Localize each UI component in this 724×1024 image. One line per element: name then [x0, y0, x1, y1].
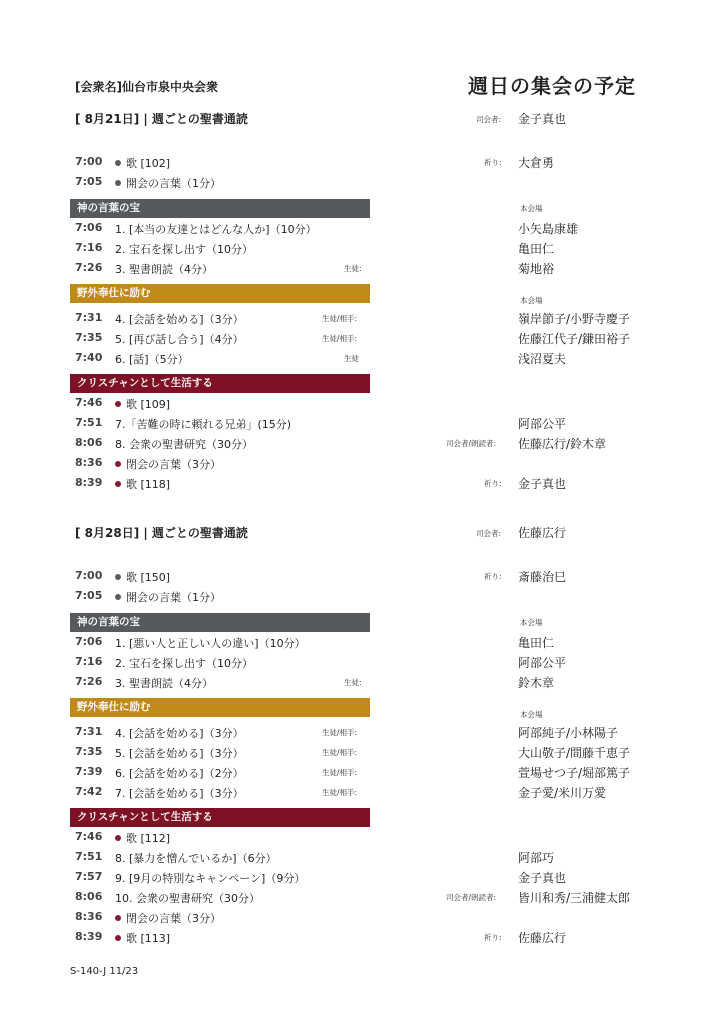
- schedule-row: [0, 152, 724, 172]
- row-part: [115, 436, 253, 452]
- row-part-text: 5. [再び話し合う]（4分）: [115, 333, 244, 346]
- row-part: [115, 930, 170, 946]
- row-time: 8:39: [75, 476, 103, 489]
- bullet-icon: [115, 935, 121, 941]
- row-role-label: 生徒/相手:: [322, 314, 358, 323]
- row-part-text: 5. [会話を始める]（3分）: [115, 747, 244, 760]
- row-assignee: 斎藤治巳: [518, 570, 567, 584]
- chairman-label: 司会者:: [476, 115, 502, 124]
- bullet-icon: [115, 180, 121, 186]
- schedule-row: [0, 433, 724, 453]
- row-time: 7:06: [75, 221, 103, 234]
- row-part-text: 9. [9月の特別なキャンペーン]（9分）: [115, 872, 306, 885]
- row-role-label: 生徒: [344, 354, 359, 363]
- hall-label: 本会場: [520, 618, 543, 627]
- row-part: [115, 569, 170, 585]
- row-assignee: 鈴木章: [518, 676, 555, 690]
- row-time: 8:36: [75, 456, 103, 469]
- schedule-row: [0, 847, 724, 867]
- row-role-label: 祈り:: [484, 933, 502, 942]
- row-time: 7:46: [75, 830, 103, 843]
- row-assignee: 佐藤広行: [518, 931, 567, 945]
- section-header: クリスチャンとして生活する: [70, 374, 370, 393]
- row-part: [115, 785, 244, 801]
- row-assignee: 阿部純子/小林陽子: [518, 726, 619, 740]
- schedule-row: [0, 586, 724, 606]
- chairman-label: 司会者:: [476, 529, 502, 538]
- row-time: 8:39: [75, 930, 103, 943]
- row-part: [115, 396, 170, 412]
- row-time: 7:05: [75, 175, 103, 188]
- row-assignee: 大倉勇: [518, 156, 555, 170]
- row-time: 7:05: [75, 589, 103, 602]
- section-header: 野外奉仕に励む: [70, 698, 370, 717]
- schedule-row: [0, 782, 724, 802]
- chairman-name: 佐藤広行: [518, 526, 567, 540]
- schedule-row: [0, 762, 724, 782]
- form-code: S-140-J 11/23: [70, 966, 139, 977]
- row-part-text: 2. 宝石を探し出す（10分）: [115, 243, 253, 256]
- schedule-row: [0, 722, 724, 742]
- schedule-row: [0, 348, 724, 368]
- row-part-text: 開会の言葉（1分）: [126, 591, 221, 604]
- row-part: [115, 725, 244, 741]
- row-time: 7:51: [75, 850, 103, 863]
- row-part: [115, 311, 244, 327]
- row-time: 7:31: [75, 725, 103, 738]
- row-assignee: 佐藤江代子/鎌田裕子: [518, 332, 631, 346]
- row-part-text: 歌 [113]: [126, 932, 171, 945]
- week-date-line: [ 8月21日] | 週ごとの聖書通読: [75, 112, 248, 126]
- row-part-text: 7. [会話を始める]（3分）: [115, 787, 244, 800]
- row-part: [115, 416, 291, 432]
- row-assignee: 佐藤広行/鈴木章: [518, 437, 607, 451]
- row-role-label: 生徒/相手:: [322, 334, 358, 343]
- row-part: [115, 830, 170, 846]
- row-part-text: 10. 会衆の聖書研究（30分）: [115, 892, 260, 905]
- row-part: [115, 655, 253, 671]
- row-part-text: 歌 [150]: [126, 571, 171, 584]
- schedule-row: [0, 887, 724, 907]
- bullet-icon: [115, 481, 121, 487]
- row-time: 7:46: [75, 396, 103, 409]
- row-part-text: 歌 [112]: [126, 832, 171, 845]
- schedule-row: [0, 453, 724, 473]
- schedule-row: [0, 742, 724, 762]
- row-part: [115, 331, 244, 347]
- bullet-icon: [115, 835, 121, 841]
- row-role-label: 生徒/相手:: [322, 728, 358, 737]
- section-header: 野外奉仕に励む: [70, 284, 370, 303]
- row-time: 7:57: [75, 870, 103, 883]
- row-role-label: 祈り:: [484, 479, 502, 488]
- congregation-name: [会衆名]仙台市泉中央会衆: [75, 80, 218, 94]
- row-part-text: 6. [話]（5分）: [115, 353, 189, 366]
- row-part-text: 4. [会話を始める]（3分）: [115, 727, 244, 740]
- page-title: 週日の集会の予定: [468, 74, 636, 98]
- row-part-text: 8. 会衆の聖書研究（30分）: [115, 438, 253, 451]
- row-part: [115, 635, 306, 651]
- row-part: [115, 456, 221, 472]
- row-time: 8:36: [75, 910, 103, 923]
- row-time: 7:42: [75, 785, 103, 798]
- row-part: [115, 675, 213, 691]
- schedule-row: [0, 393, 724, 413]
- row-time: 7:35: [75, 331, 103, 344]
- bullet-icon: [115, 160, 121, 166]
- row-time: 7:00: [75, 569, 103, 582]
- row-part: [115, 155, 170, 171]
- row-assignee: 阿部巧: [518, 851, 555, 865]
- row-role-label: 生徒/相手:: [322, 788, 358, 797]
- row-part: [115, 476, 170, 492]
- row-assignee: 菊地裕: [518, 262, 555, 276]
- row-assignee: 萱場せつ子/堀部篤子: [518, 766, 631, 780]
- row-time: 7:39: [75, 765, 103, 778]
- row-part-text: 1. [本当の友達とはどんな人か]（10分）: [115, 223, 317, 236]
- row-time: 7:16: [75, 655, 103, 668]
- row-part: [115, 351, 189, 367]
- schedule-row: [0, 672, 724, 692]
- schedule-row: [0, 566, 724, 586]
- schedule-row: [0, 413, 724, 433]
- row-part: [115, 850, 277, 866]
- row-part: [115, 765, 244, 781]
- bullet-icon: [115, 461, 121, 467]
- row-part-text: 歌 [102]: [126, 157, 171, 170]
- row-part-text: 歌 [118]: [126, 478, 171, 491]
- row-part-text: 閉会の言葉（3分）: [126, 912, 221, 925]
- row-role-label: 生徒/相手:: [322, 768, 358, 777]
- row-assignee: 金子愛/米川万愛: [518, 786, 607, 800]
- row-time: 7:16: [75, 241, 103, 254]
- row-role-label: 祈り:: [484, 158, 502, 167]
- row-part: [115, 910, 221, 926]
- row-part-text: 6. [会話を始める]（2分）: [115, 767, 244, 780]
- row-time: 7:26: [75, 261, 103, 274]
- row-part: [115, 745, 244, 761]
- row-time: 8:06: [75, 436, 103, 449]
- schedule-row: [0, 907, 724, 927]
- chairman-name: 金子真也: [518, 112, 567, 126]
- row-time: 7:35: [75, 745, 103, 758]
- row-time: 7:06: [75, 635, 103, 648]
- schedule-row: [0, 308, 724, 328]
- schedule-row: [0, 258, 724, 278]
- row-part: [115, 589, 221, 605]
- row-part-text: 8. [暴力を憎んでいるか]（6分）: [115, 852, 277, 865]
- row-part-text: 歌 [109]: [126, 398, 171, 411]
- row-assignee: 亀田仁: [518, 242, 555, 256]
- row-role-label: 司会者/朗読者:: [446, 893, 497, 902]
- row-part: [115, 221, 317, 237]
- bullet-icon: [115, 594, 121, 600]
- hall-label: 本会場: [520, 204, 543, 213]
- row-assignee: 皆川和秀/三浦健太郎: [518, 891, 631, 905]
- row-role-label: 生徒:: [344, 264, 362, 273]
- row-part: [115, 261, 213, 277]
- row-assignee: 金子真也: [518, 477, 567, 491]
- row-assignee: 大山敬子/間藤千恵子: [518, 746, 631, 760]
- row-time: 7:26: [75, 675, 103, 688]
- row-role-label: 祈り:: [484, 572, 502, 581]
- row-part: [115, 241, 253, 257]
- schedule-row: [0, 652, 724, 672]
- row-role-label: 司会者/朗読者:: [446, 439, 497, 448]
- schedule-row: [0, 172, 724, 192]
- schedule-row: [0, 238, 724, 258]
- row-assignee: 阿部公平: [518, 417, 567, 431]
- hall-label: 本会場: [520, 296, 543, 305]
- row-part-text: 3. 聖書朗読（4分）: [115, 263, 213, 276]
- row-part-text: 閉会の言葉（3分）: [126, 458, 221, 471]
- row-part: [115, 870, 305, 886]
- schedule-row: [0, 867, 724, 887]
- schedule-row: [0, 927, 724, 947]
- row-part-text: 開会の言葉（1分）: [126, 177, 221, 190]
- row-part-text: 7.「苦難の時に頼れる兄弟」(15分): [115, 418, 292, 431]
- week-date-line: [ 8月28日] | 週ごとの聖書通読: [75, 526, 248, 540]
- section-header: 神の言葉の宝: [70, 613, 370, 632]
- row-assignee: 小矢島康雄: [518, 222, 579, 236]
- row-part: [115, 175, 221, 191]
- schedule-row: [0, 218, 724, 238]
- row-assignee: 阿部公平: [518, 656, 567, 670]
- row-part-text: 2. 宝石を探し出す（10分）: [115, 657, 253, 670]
- row-role-label: 生徒:: [344, 678, 362, 687]
- bullet-icon: [115, 401, 121, 407]
- schedule-row: [0, 328, 724, 348]
- row-time: 8:06: [75, 890, 103, 903]
- bullet-icon: [115, 915, 121, 921]
- row-part-text: 4. [会話を始める]（3分）: [115, 313, 244, 326]
- row-part: [115, 890, 260, 906]
- section-header: 神の言葉の宝: [70, 199, 370, 218]
- row-time: 7:40: [75, 351, 103, 364]
- row-time: 7:51: [75, 416, 103, 429]
- hall-label: 本会場: [520, 710, 543, 719]
- row-time: 7:00: [75, 155, 103, 168]
- row-part-text: 1. [悪い人と正しい人の違い]（10分）: [115, 637, 306, 650]
- row-assignee: 浅沼夏夫: [518, 352, 567, 366]
- row-time: 7:31: [75, 311, 103, 324]
- row-assignee: 金子真也: [518, 871, 567, 885]
- schedule-row: [0, 473, 724, 493]
- row-assignee: 亀田仁: [518, 636, 555, 650]
- row-assignee: 嶺岸節子/小野寺慶子: [518, 312, 631, 326]
- bullet-icon: [115, 574, 121, 580]
- row-part-text: 3. 聖書朗読（4分）: [115, 677, 213, 690]
- row-role-label: 生徒/相手:: [322, 748, 358, 757]
- schedule-row: [0, 827, 724, 847]
- section-header: クリスチャンとして生活する: [70, 808, 370, 827]
- schedule-row: [0, 632, 724, 652]
